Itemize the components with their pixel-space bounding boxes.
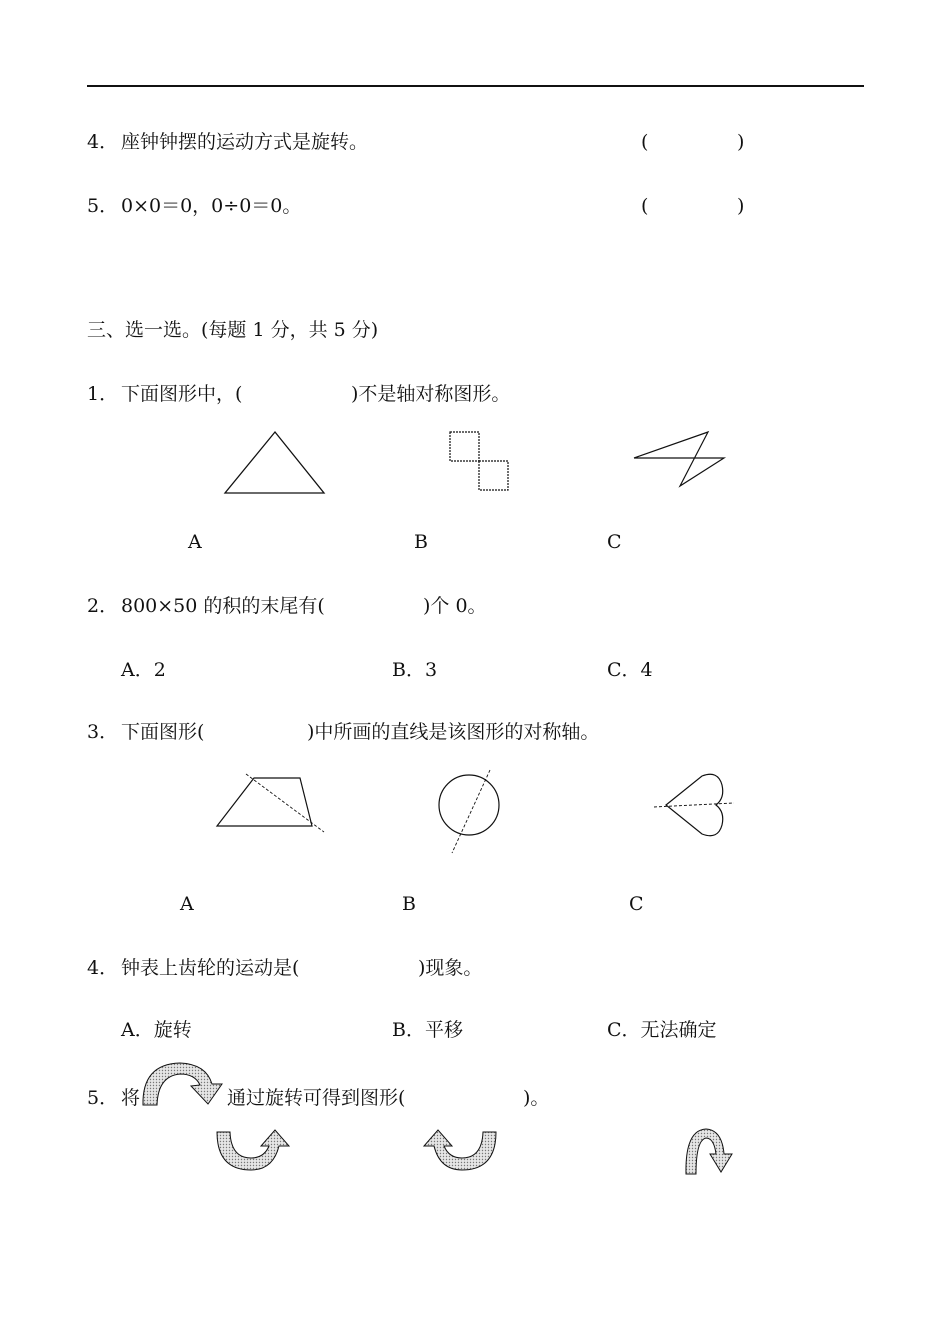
judgment-5-paren-close: )	[737, 195, 745, 217]
q2-number: 2．	[87, 595, 119, 617]
q2-suffix: )个 0。	[423, 595, 487, 617]
q4-prefix: 钟表上齿轮的运动是(	[121, 957, 300, 979]
section-3-heading: 三、选一选。(每题 1 分，共 5 分)	[87, 319, 379, 341]
q3-label-a: A	[180, 893, 194, 915]
q1-prefix: 下面图形中，(	[121, 383, 243, 405]
q3-label-c: C	[629, 893, 644, 915]
q1-two-squares-figure	[446, 428, 514, 494]
judgment-5-text: 0×0＝0，0÷0＝0。	[121, 195, 302, 217]
q1-number: 1．	[87, 383, 119, 405]
q3-heart-figure	[650, 770, 738, 840]
q3-suffix: )中所画的直线是该图形的对称轴。	[307, 721, 600, 743]
q5-option-b-arrow	[418, 1128, 500, 1174]
q1-label-b: B	[414, 531, 428, 553]
q4-option-a: A．旋转	[121, 1019, 192, 1041]
header-rule	[87, 85, 864, 87]
q3-label-b: B	[402, 893, 416, 915]
q4-number: 4．	[87, 957, 119, 979]
q5-source-arch-arrow	[140, 1060, 228, 1110]
judgment-4-paren-open: (	[641, 131, 649, 153]
q3-number: 3．	[87, 721, 119, 743]
q4-option-b: B．平移	[392, 1019, 463, 1041]
judgment-4-text: 座钟钟摆的运动方式是旋转。	[121, 131, 369, 153]
judgment-4-paren-close: )	[737, 131, 745, 153]
q3-trapezoid-figure	[212, 772, 328, 836]
q5-prefix: 将	[121, 1087, 141, 1109]
judgment-5-number: 5．	[87, 195, 119, 217]
q1-z-shape-figure	[630, 428, 730, 490]
q1-suffix: )不是轴对称图形。	[351, 383, 511, 405]
q5-suffix: )。	[523, 1087, 550, 1109]
q3-circle-figure	[428, 768, 512, 856]
q5-option-c-arrow	[682, 1126, 738, 1178]
q4-suffix: )现象。	[418, 957, 483, 979]
q2-prefix: 800×50 的积的末尾有(	[121, 595, 325, 617]
q2-option-b: B．3	[392, 659, 438, 681]
judgment-4-number: 4．	[87, 131, 119, 153]
q1-triangle-figure	[220, 428, 330, 498]
q1-label-c: C	[607, 531, 622, 553]
q2-option-c: C．4	[607, 659, 653, 681]
q5-option-a-arrow	[213, 1128, 295, 1174]
q4-option-c: C．无法确定	[607, 1019, 717, 1041]
q3-prefix: 下面图形(	[121, 721, 205, 743]
q5-number: 5．	[87, 1087, 119, 1109]
q1-label-a: A	[188, 531, 202, 553]
judgment-5-paren-open: (	[641, 195, 649, 217]
q2-option-a: A．2	[121, 659, 166, 681]
q5-middle: 通过旋转可得到图形(	[227, 1087, 406, 1109]
